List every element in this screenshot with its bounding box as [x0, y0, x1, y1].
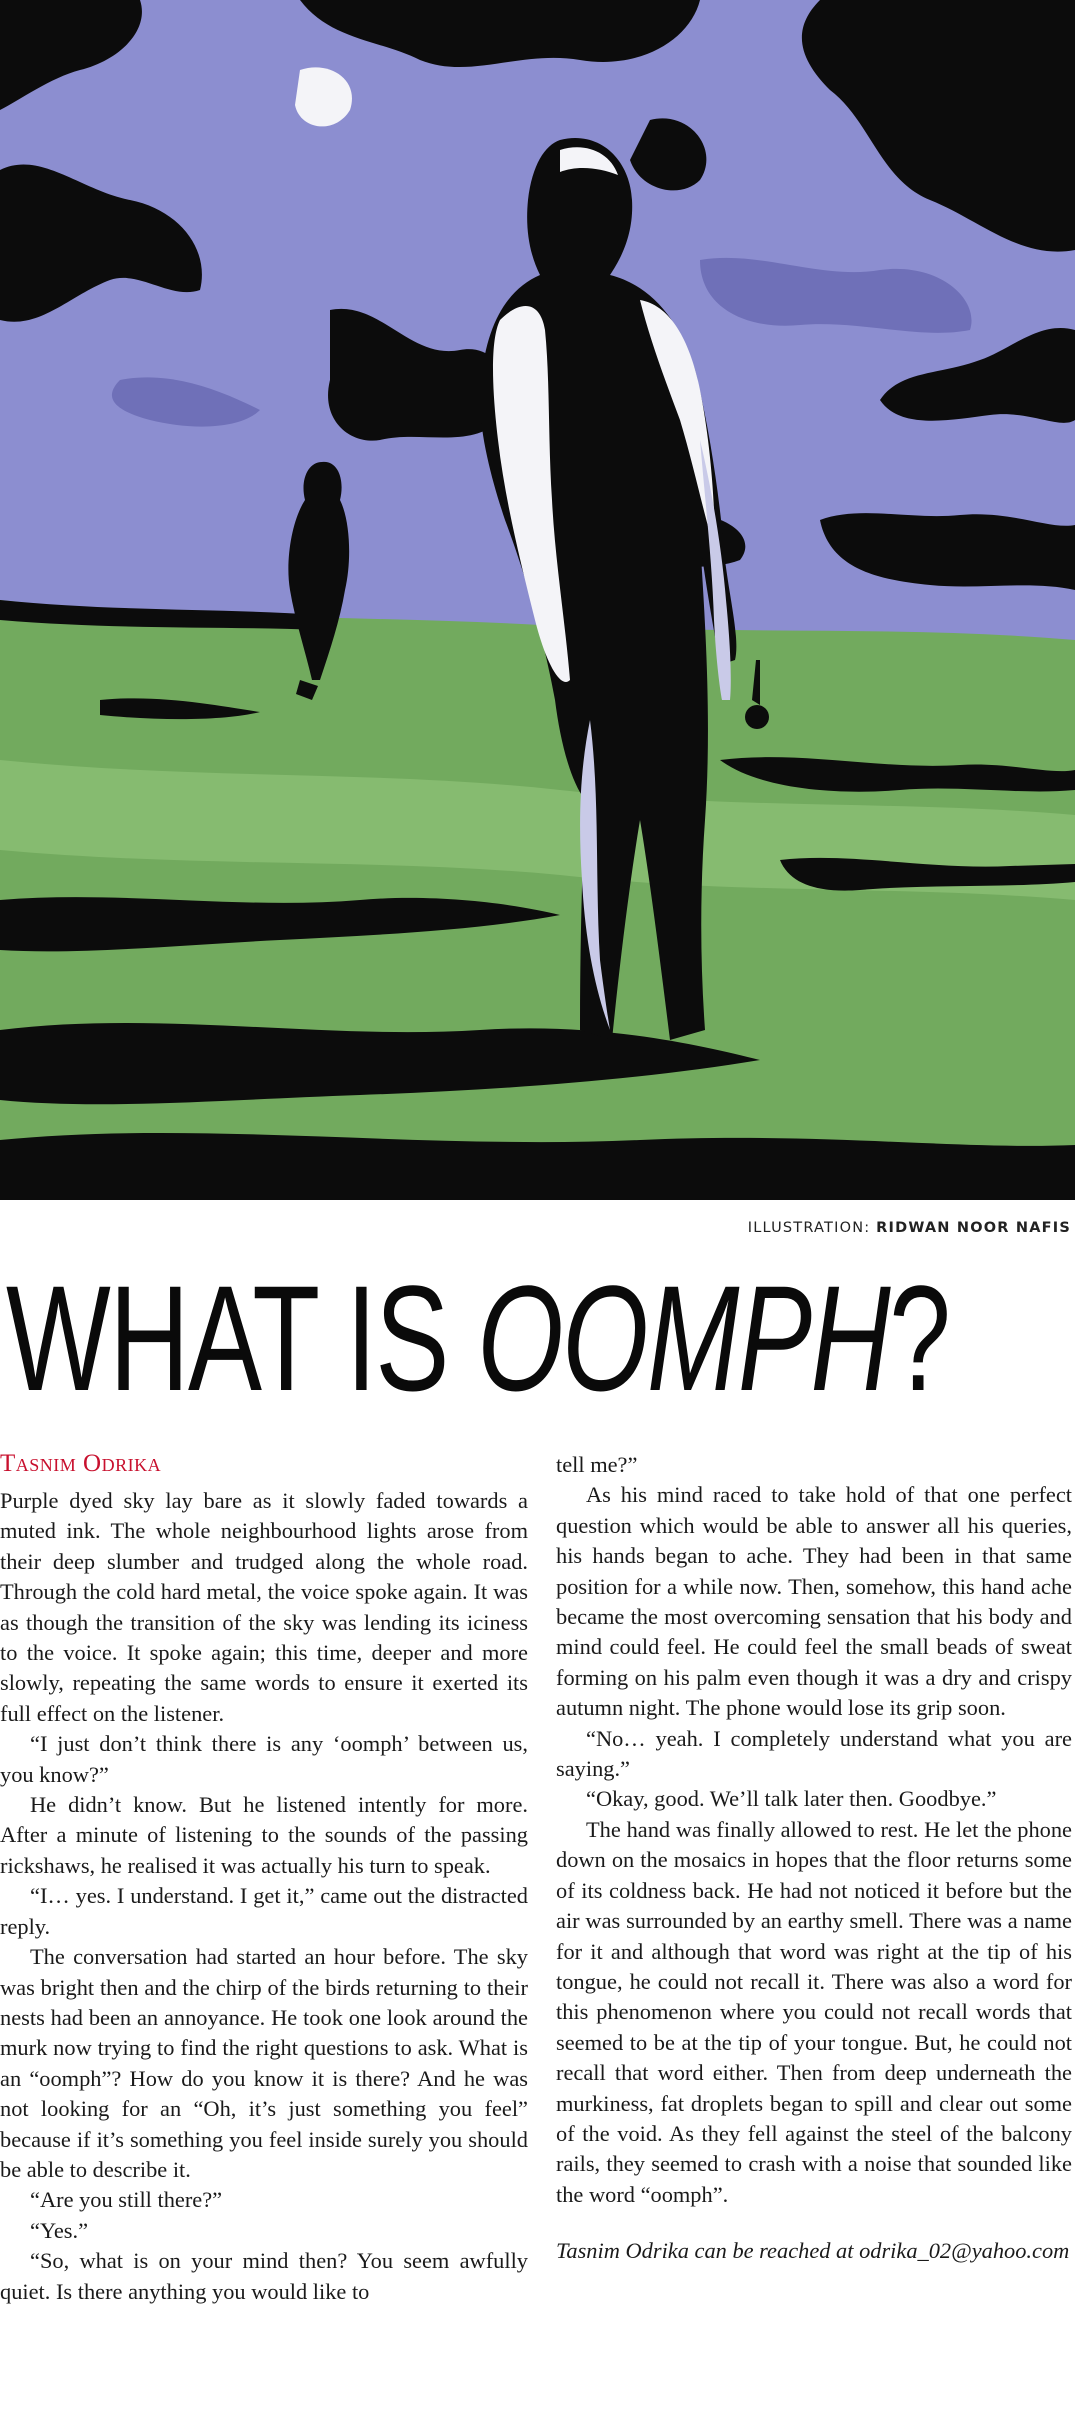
- byline: [0, 1448, 528, 1480]
- paragraph: The conversation had started an hour before. The sky was bright then and the chirp of the birds returning to their nests had been an annoyance. He took one look around the murk now trying to find the right questions to ask. What is an “oomph”? How do you know it is there? And he was not looking for an “Oh, it’s just something you feel” because if it’s something you feel inside surely you should be able to describe it.: [0, 1944, 528, 2182]
- headline-end: ?: [889, 1254, 950, 1422]
- paragraph: Purple dyed sky lay bare as it slowly faded towards a muted ink. The whole neighbourhood lights arose from their deep slumber and trudged along the whole road. Through the cold hard metal, the voice spoke again. It was as though the transition of the sky was lending its iciness to the voice. It spoke again; this time, deeper and more slowly, repeating the same words to ensure it exerted its full effect on the listener.: [0, 1488, 528, 1726]
- right-column: [556, 1450, 1072, 2267]
- paragraph: “No… yeah. I completely understand what you are saying.”: [556, 1725, 1072, 1782]
- paragraph: “I… yes. I understand. I get it,” came out the distracted reply.: [0, 1883, 528, 1939]
- paragraph: “Yes.”: [30, 2217, 89, 2243]
- byline-author: Tasnim Odrika: [0, 1450, 162, 1477]
- paragraph: tell me?”: [556, 1452, 638, 1477]
- credit-name: RIDWAN NOOR NAFIS: [876, 1220, 1071, 1236]
- paragraph: “Okay, good. We’ll talk later then. Goodbye.”: [586, 1786, 997, 1812]
- headline-emphasis: OOMPH: [477, 1254, 890, 1422]
- paragraph: The hand was finally allowed to rest. He let the phone down on the mosaics in hopes that the floor returns some of its coldness back. He had not noticed it before but the air was surrounded by an earthy smell. There was a name for it and although that word was right at the tip of his tongue, he could not recall it. There was also a word for this phenomenon where you could not recall words that seemed to be at the tip of your tongue. But, he could not recall that word either. Then from deep underneath the murkiness, fat droplets began to spill and clear out some of the void. As they fell against the steel of the balcony rails, they seemed to crash with a noise that sounded like the word “oomph”.: [556, 1816, 1072, 2207]
- paragraph: “I just don’t think there is any ‘oomph’ between us, you know?”: [0, 1731, 528, 1787]
- left-column: [0, 1448, 528, 2307]
- illustration-image: [0, 0, 1075, 1200]
- paragraph: “Are you still there?”: [30, 2187, 223, 2213]
- headline-main: WHAT IS: [6, 1254, 478, 1422]
- paragraph: As his mind raced to take hold of that one perfect question which would be able to answer all his queries, his hands began to ache. They had been in that same position for a while now. Then, somehow, this hand ache became the most overcoming sensation that his body and mind could feel. He could feel the small beads of sweat forming on his palm even though it was a dry and crispy autumn night. The phone would lose its grip soon.: [556, 1482, 1072, 1721]
- paragraph: “So, what is on your mind then? You seem awfully quiet. Is there anything you would like to: [0, 2248, 528, 2304]
- paragraph: He didn’t know. But he listened intently for more. After a minute of listening to the sounds of the passing rickshaws, he realised it was actually his turn to speak.: [0, 1792, 528, 1878]
- headline: [6, 1248, 950, 1428]
- author-contact-note: Tasnim Odrika can be reached at odrika_02@yahoo.com: [556, 2238, 1070, 2264]
- credit-label: ILLUSTRATION:: [747, 1220, 877, 1236]
- illustration-credit: [748, 1220, 1071, 1236]
- article-illustration: [0, 0, 1075, 1200]
